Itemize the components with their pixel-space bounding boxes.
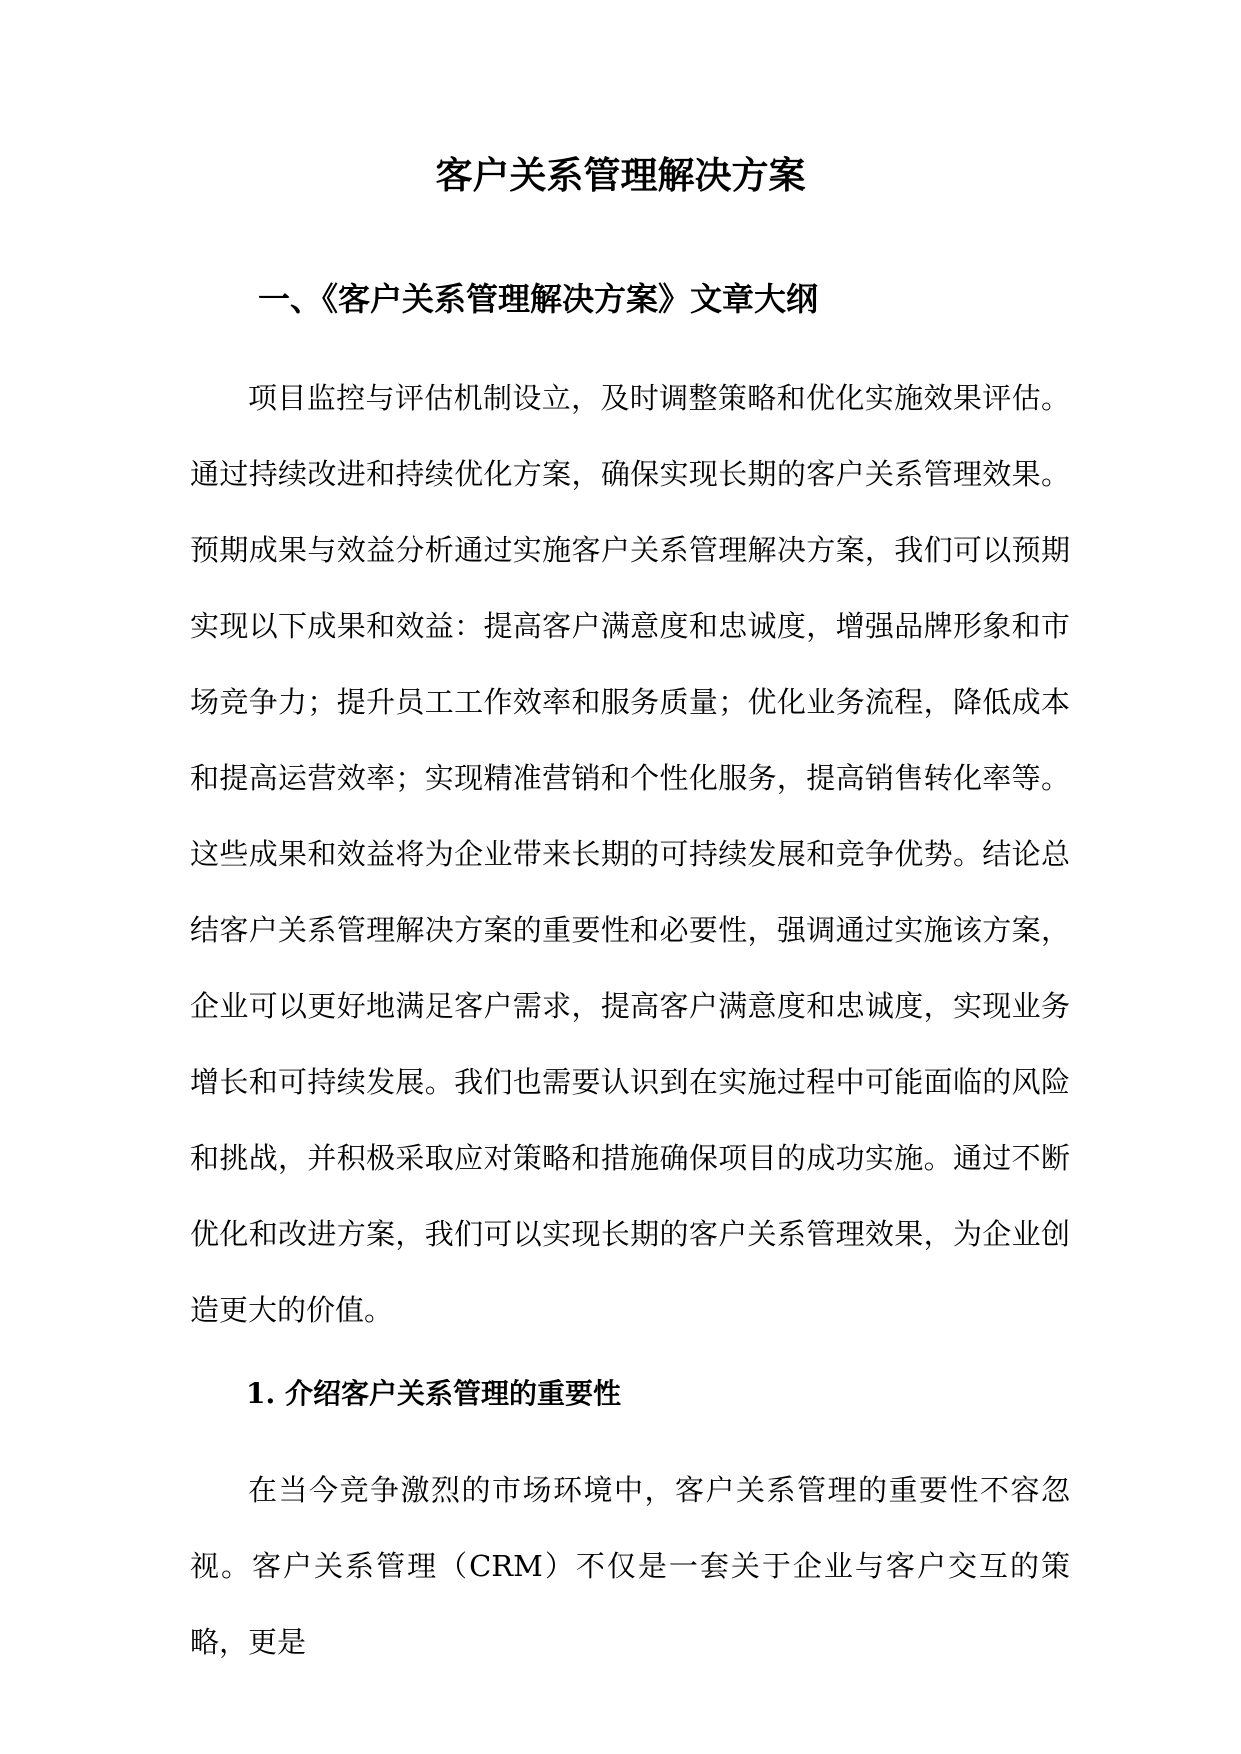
document-title: 客户关系管理解决方案 [435, 153, 806, 197]
sub-heading: 1. 介绍客户关系管理的重要性 [246, 1377, 621, 1410]
body-paragraph-1: 项目监控与评估机制设立，及时调整策略和优化实施效果评估。通过持续改进和持续优化方案，确保实现长期的客户关系管理效果。预期成果与效益分析通过实施客户关系管理解决方案，我们可以预期实现以下成果和效益：提高客户满意度和忠诚度，增强品牌形象和市场竞争力；提升员工工作效率和服务质量；优化业务流程，降低成本和提高运营效率；实现精准营销和个性化服务，提高销售转化率等。这些成果和效益将为企业带来长期的可持续发展和竞争优势。结论总结客户关系管理解决方案的重要性和必要性，强调通过实施该方案，企业可以更好地满足客户需求，提高客户满意度和忠诚度，实现业务增长和可持续发展。我们也需要认识到在实施过程中可能面临的风险和挑战，并积极采取应对策略和措施确保项目的成功实施。通过不断优化和改进方案，我们可以实现长期的客户关系管理效果，为企业创造更大的价值。 [190, 381, 1070, 1327]
section-heading: 一、《客户关系管理解决方案》文章大纲 [258, 280, 819, 318]
body-paragraph-2: 在当今竞争激烈的市场环境中，客户关系管理的重要性不容忽视。客户关系管理（CRM）不仅是一套关于企业与客户交互的策略，更是 [190, 1473, 1070, 1659]
